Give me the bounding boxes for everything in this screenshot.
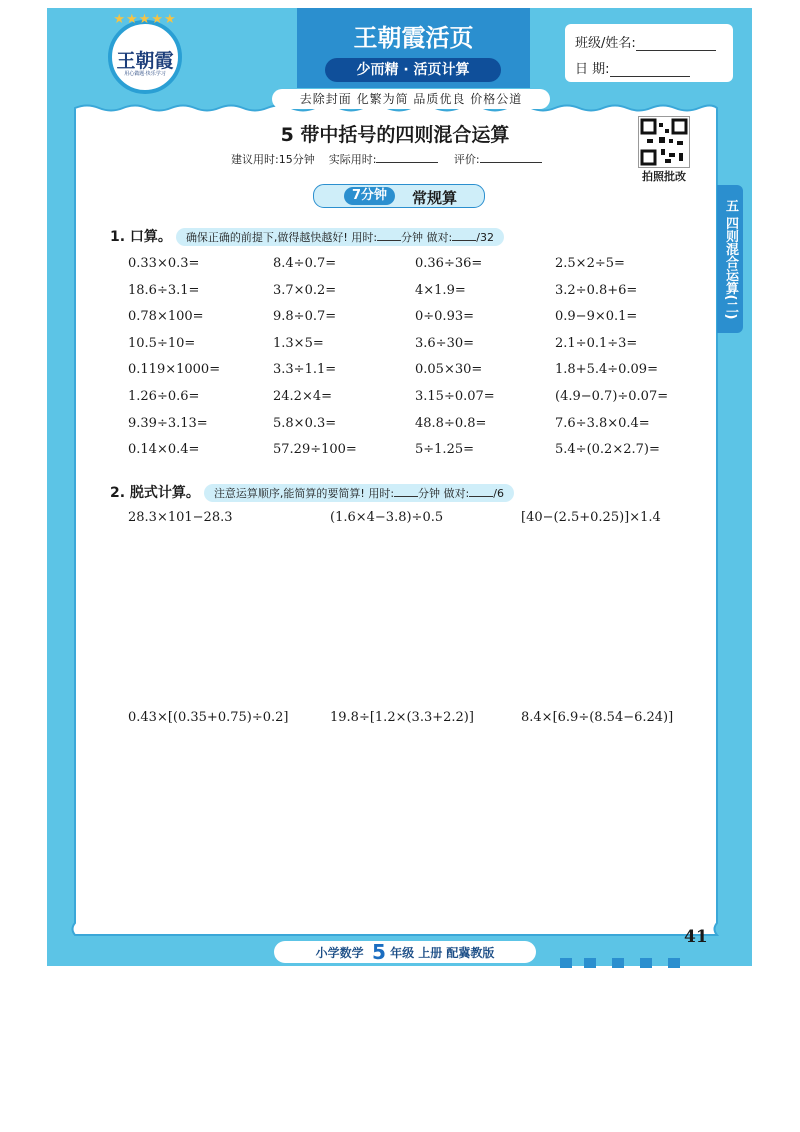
section1-note-min: 分钟 做对: (401, 231, 453, 244)
worksheet-content (75, 108, 715, 938)
rating-label: 评价: (453, 153, 480, 166)
oral-calc-item: 8.4÷0.7= (273, 256, 337, 271)
oral-calc-item: 10.5÷10= (128, 335, 196, 351)
oral-calc-item: 7.6÷3.8×0.4= (555, 415, 650, 431)
oral-calc-item: 0.14×0.4= (128, 442, 200, 458)
oral-calc-item: 5.4÷(0.2×2.7)= (555, 442, 660, 458)
tagline: 去除封面 化繁为简 品质优良 价格公道 (272, 89, 550, 109)
time-info (231, 151, 554, 167)
oral-calc-item: 0.33×0.3= (128, 256, 200, 271)
date-field[interactable] (610, 62, 690, 77)
section2-note-min: 分钟 做对: (418, 487, 470, 500)
section2-note (204, 484, 514, 502)
brand-banner (297, 8, 530, 88)
actual-time-label: 实际用时: (328, 153, 377, 166)
date-row (575, 58, 690, 77)
footer-deco (560, 958, 572, 968)
step-calc-item: [40−(2.5+0.25)]×1.4 (521, 510, 661, 525)
section1-title: 1. 口算。 (110, 229, 172, 245)
class-name-field[interactable] (636, 36, 716, 51)
oral-calc-item: 1.3×5= (273, 335, 324, 351)
step-calc-item: 0.43×[(0.35+0.75)÷0.2] (128, 710, 289, 725)
step-calc-item: 28.3×101−28.3 (128, 510, 233, 525)
rating-field[interactable] (480, 162, 542, 163)
oral-calc-item: 3.3÷1.1= (273, 362, 337, 378)
oral-calc-item: 57.29÷100= (273, 442, 357, 458)
oral-calc-item: 18.6÷3.1= (128, 282, 200, 298)
footer-deco (584, 958, 596, 968)
oral-calc-item: 0÷0.93= (415, 309, 475, 325)
section2-note-text: 注意运算顺序,能简算的要简算! 用时: (213, 487, 395, 500)
oral-calc-item: 2.5×2÷5= (555, 256, 625, 271)
stars-icon: ★★★★★ (113, 12, 177, 27)
qr-code-icon[interactable] (638, 116, 690, 168)
oral-calc-item: (4.9−0.7)÷0.07= (555, 389, 669, 404)
footer-grade: 5 (371, 940, 386, 964)
oral-calc-item: 5÷1.25= (415, 442, 475, 458)
footer-deco (668, 958, 680, 968)
class-name-label: 班级/姓名: (575, 36, 636, 51)
oral-calc-item: 48.8÷0.8= (415, 415, 487, 431)
section2-heading (110, 482, 514, 502)
oral-calc-item: 9.39÷3.13= (128, 415, 208, 431)
section1-note (176, 228, 504, 246)
oral-calc-item: 3.15÷0.07= (415, 389, 495, 404)
brand-title: 王朝霞活页 (353, 23, 474, 52)
section-badge (313, 184, 485, 208)
oral-calc-item: 4×1.9= (415, 282, 466, 298)
section1-total: /32 (476, 231, 494, 244)
actual-time-field[interactable] (376, 162, 438, 163)
logo-subtext: 用心做题·快乐学习 (124, 71, 166, 77)
section1-note-text: 确保正确的前提下,做得越快越好! 用时: (185, 231, 378, 244)
chapter-side-tab: 五 四则混合运算(二) (717, 185, 743, 333)
oral-calc-item: 0.05×30= (415, 362, 483, 378)
oral-calc-item: 9.8÷0.7= (273, 309, 337, 325)
oral-calc-item: 1.26÷0.6= (128, 389, 200, 404)
footer-deco (640, 958, 652, 968)
logo-text: 王朝霞 (116, 50, 174, 72)
page-number: 41 (684, 927, 708, 947)
section2-score-field[interactable] (469, 496, 493, 497)
oral-calc-item: 0.36÷36= (415, 256, 483, 271)
section1-heading (110, 226, 504, 246)
oral-calc-item: 3.7×0.2= (273, 282, 337, 298)
oral-calc-item: 0.78×100= (128, 309, 204, 325)
oral-calc-item: 24.2×4= (273, 389, 333, 404)
oral-calc-item: 3.2÷0.8+6= (555, 282, 638, 298)
section1-score-field[interactable] (452, 240, 476, 241)
oral-calc-item: 3.6÷30= (415, 335, 475, 351)
section2-time-field[interactable] (394, 496, 418, 497)
footer-badge (274, 941, 536, 963)
oral-calc-item: 0.9−9×0.1= (555, 309, 638, 325)
suggested-time: 建议用时:15分钟 (231, 153, 315, 166)
oral-calc-item: 1.8+5.4÷0.09= (555, 362, 658, 378)
page-title: 5 带中括号的四则混合运算 (280, 124, 510, 146)
oral-calc-item: 2.1÷0.1÷3= (555, 335, 638, 351)
footer-subject: 小学数学 (315, 946, 364, 960)
step-calc-item: 8.4×[6.9÷(8.54−6.24)] (521, 710, 674, 725)
brand-subtitle: 少而精 · 活页计算 (325, 58, 501, 82)
step-calc-item: (1.6×4−3.8)÷0.5 (330, 510, 444, 525)
section2-title: 2. 脱式计算。 (110, 485, 200, 501)
student-info-box (565, 24, 733, 82)
step-calc-item: 19.8÷[1.2×(3.3+2.2)] (330, 710, 474, 725)
footer-grade-suffix: 年级 上册 配冀教版 (390, 946, 495, 960)
class-name-row (575, 32, 716, 51)
qr-label: 拍照批改 (642, 170, 686, 183)
section1-time-field[interactable] (377, 240, 401, 241)
oral-calc-item: 0.119×1000= (128, 362, 221, 378)
oral-calc-item: 5.8×0.3= (273, 415, 337, 431)
badge-name: 常规算 (412, 189, 458, 207)
section2-total: /6 (493, 487, 504, 500)
badge-minutes: 7分钟 (344, 187, 395, 205)
date-label: 日 期: (575, 62, 610, 77)
brand-logo (108, 12, 182, 94)
footer-deco (612, 958, 624, 968)
